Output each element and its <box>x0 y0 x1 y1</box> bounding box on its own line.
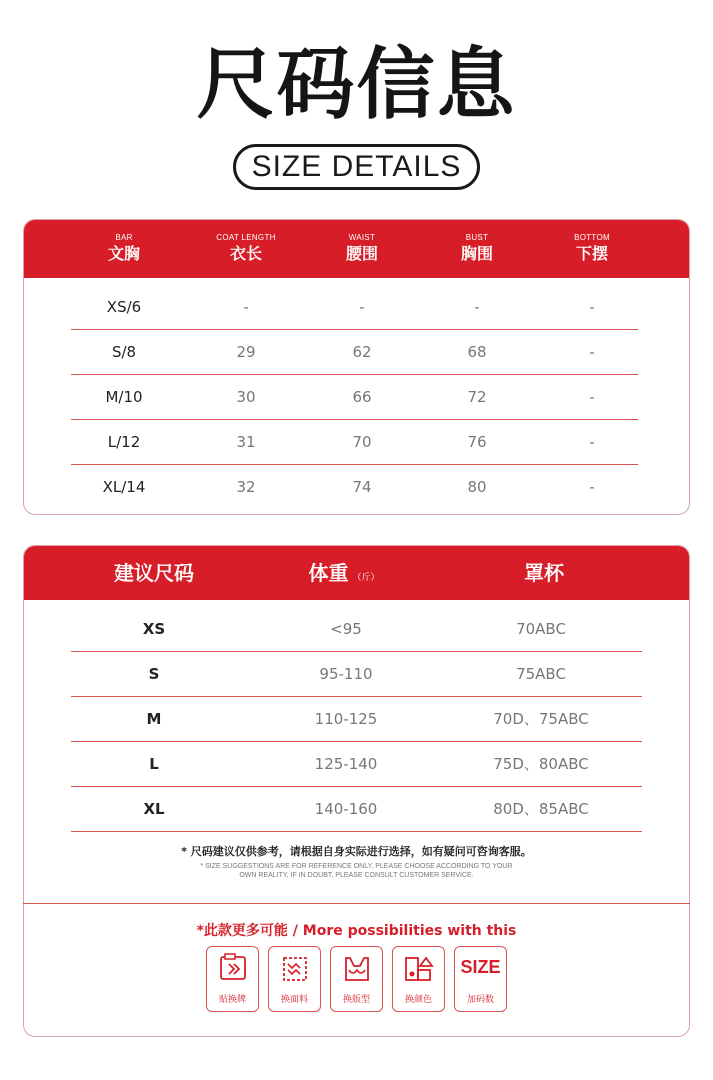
cell-size: S <box>148 665 160 683</box>
cell-cup: 75ABC <box>516 665 566 683</box>
table-row <box>71 787 642 832</box>
cell-size: XS/6 <box>106 298 142 316</box>
cell-waist: - <box>359 298 365 316</box>
cell-bust: 68 <box>467 343 487 361</box>
cell-size: XL/14 <box>102 478 146 496</box>
table-row <box>71 285 638 330</box>
cell-waist: 74 <box>352 478 372 496</box>
table-row <box>71 742 642 787</box>
cell-weight: 95-110 <box>319 665 373 683</box>
cell-waist: 70 <box>352 433 372 451</box>
option-label: 换颜色 <box>404 995 432 1005</box>
cell-weight: 125-140 <box>314 755 378 773</box>
cell-waist: 62 <box>352 343 372 361</box>
header-waist: WAIST 腰围 <box>345 233 378 263</box>
cell-size: L/12 <box>107 433 141 451</box>
cell-bust: 76 <box>467 433 487 451</box>
cell-coat-length: 29 <box>236 343 256 361</box>
option-color <box>392 946 445 1012</box>
cell-cup: 75D、80ABC <box>493 755 589 773</box>
recommend-table-body <box>71 607 642 832</box>
cell-weight: <95 <box>330 620 362 638</box>
size-table <box>23 219 690 515</box>
header-bar: BAR 文胸 <box>107 233 140 263</box>
option-size <box>454 946 507 1012</box>
cell-size: XS <box>142 620 166 638</box>
cell-waist: 66 <box>352 388 372 406</box>
recommend-table-header <box>24 546 689 600</box>
size-table-body <box>71 285 638 510</box>
option-label: 加码数 <box>466 995 494 1005</box>
cell-size: M/10 <box>105 388 143 406</box>
bra-style-icon <box>340 952 374 986</box>
option-tag-swap <box>206 946 259 1012</box>
table-row <box>71 465 638 510</box>
note-chinese: * 尺码建议仅供参考，请根据自身实际进行选择，如有疑问可咨询客服。 <box>181 845 532 858</box>
cell-coat-length: - <box>243 298 249 316</box>
table-row <box>71 375 638 420</box>
table-row <box>71 330 638 375</box>
options-row <box>206 946 506 1012</box>
cell-bottom: - <box>589 478 595 496</box>
option-style <box>330 946 383 1012</box>
cell-size: M <box>146 710 162 728</box>
note-english: * SIZE SUGGESTIONS ARE FOR REFERENCE ONLY, PLEASE CHOOSE ACCORDING TO YOUR OWN REALITY, IF IN DOUBT, PLEASE CONSULT CUSTOMER SERVICE. <box>200 863 513 879</box>
cell-bust: 80 <box>467 478 487 496</box>
option-label: 贴换牌 <box>218 995 246 1005</box>
cell-size: S/8 <box>111 343 137 361</box>
color-shapes-icon <box>402 952 436 986</box>
header-cup: 罩杯 <box>524 561 564 585</box>
cell-bust: 72 <box>467 388 487 406</box>
table-row <box>71 697 642 742</box>
cell-size: XL <box>143 800 165 818</box>
cell-cup: 70ABC <box>516 620 566 638</box>
cell-coat-length: 32 <box>236 478 256 496</box>
cell-bottom: - <box>589 343 595 361</box>
header-weight: 体重 （斤） <box>308 561 380 585</box>
header-suggested-size: 建议尺码 <box>114 561 194 585</box>
page-title: 尺码信息 <box>196 40 517 130</box>
option-label: 换面料 <box>280 995 308 1005</box>
table-row <box>71 420 638 465</box>
more-possibilities-title: *此款更多可能 / More possibilities with this <box>196 923 517 939</box>
option-fabric <box>268 946 321 1012</box>
page-subtitle: SIZE DETAILS <box>233 144 481 190</box>
size-table-header <box>24 220 689 278</box>
option-label: 换版型 <box>342 995 370 1005</box>
cell-coat-length: 31 <box>236 433 256 451</box>
cell-bottom: - <box>589 298 595 316</box>
cell-cup: 70D、75ABC <box>493 710 589 728</box>
table-row <box>71 607 642 652</box>
header-bust: BUST 胸围 <box>460 233 493 263</box>
cell-bottom: - <box>589 433 595 451</box>
fabric-icon <box>278 952 312 986</box>
size-text-icon: SIZE <box>460 957 501 977</box>
table-row <box>71 652 642 697</box>
divider <box>23 903 690 904</box>
cell-size: L <box>149 755 159 773</box>
cell-weight: 110-125 <box>314 710 378 728</box>
cell-cup: 80D、85ABC <box>493 800 589 818</box>
header-bottom: BOTTOM 下摆 <box>574 233 610 263</box>
cell-bottom: - <box>589 388 595 406</box>
cell-weight: 140-160 <box>314 800 378 818</box>
cell-coat-length: 30 <box>236 388 256 406</box>
cell-bust: - <box>474 298 480 316</box>
header-coat-length: COAT LENGTH 衣长 <box>216 233 276 263</box>
tag-swap-icon <box>216 952 250 986</box>
